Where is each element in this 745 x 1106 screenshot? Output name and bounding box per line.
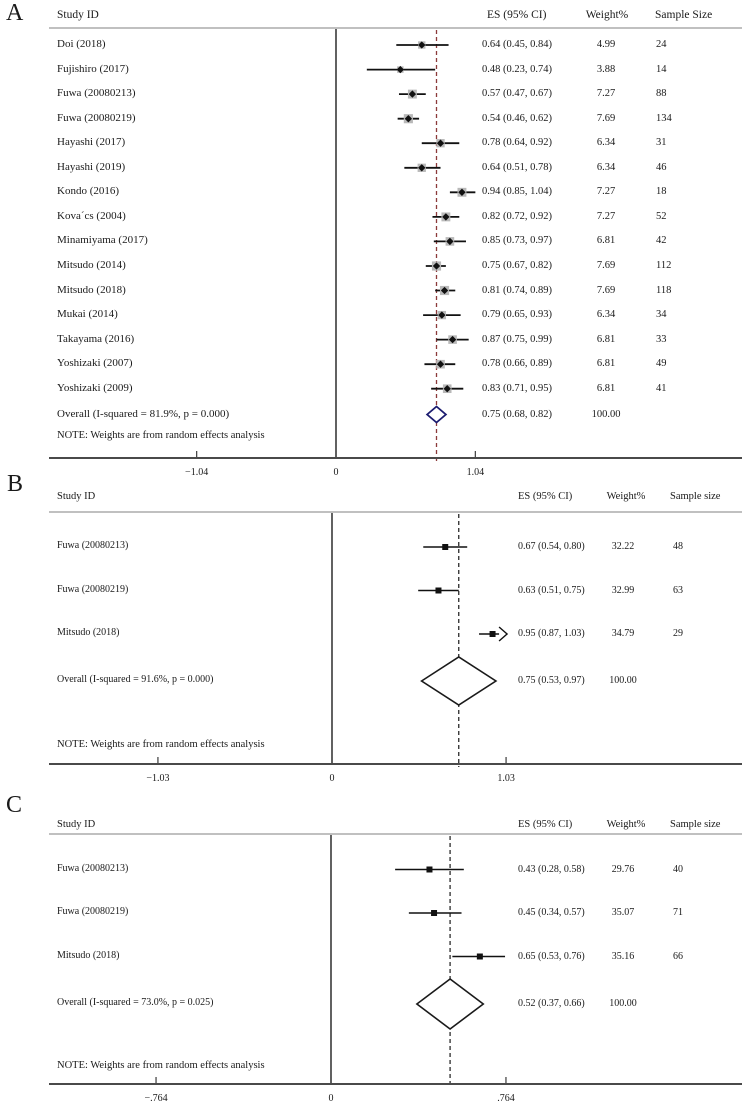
column-header-sample: Sample size (670, 491, 721, 502)
overall-es-ci: 0.75 (0.53, 0.97) (518, 675, 585, 686)
study-label: Mitsudo (2014) (57, 259, 126, 271)
sample-size-value: 14 (656, 63, 667, 75)
overall-label: Overall (I-squared = 91.6%, p = 0.000) (57, 674, 214, 685)
column-header-study: Study ID (57, 819, 96, 830)
weight-value: 7.69 (596, 284, 616, 296)
study-label: Minamiyama (2017) (57, 234, 148, 247)
study-label: Fuwa (20080213) (57, 540, 129, 551)
overall-weight: 100.00 (591, 408, 621, 420)
weight-value: 4.99 (596, 39, 616, 50)
column-header-sample: Sample Size (655, 9, 713, 21)
overall-label: Overall (I-squared = 73.0%, p = 0.025) (57, 997, 214, 1008)
weight-value: 29.76 (611, 863, 635, 875)
column-header-weight: Weight% (606, 819, 646, 830)
sample-size-value: 46 (656, 161, 667, 173)
weight-value: 6.81 (596, 235, 616, 247)
weight-value: 35.07 (611, 907, 635, 918)
sample-size-value: 40 (673, 863, 683, 875)
axis-tick-label: −1.04 (185, 467, 209, 478)
sample-size-value: 134 (656, 112, 672, 124)
axis-tick-label: 1.03 (497, 773, 515, 784)
study-label: Mitsudo (2018) (57, 949, 120, 961)
es-ci-value: 0.95 (0.87, 1.03) (518, 628, 585, 639)
study-label: Fujishiro (2017) (57, 62, 129, 75)
study-label: Fuwa (20080219) (57, 583, 129, 595)
study-label: Fuwa (20080213) (57, 862, 129, 874)
weight-value: 7.69 (596, 112, 616, 124)
study-label: Yoshizaki (2009) (57, 381, 133, 394)
column-header-weight: Weight% (585, 9, 629, 21)
weight-value: 7.69 (596, 260, 616, 271)
sample-size-value: 29 (673, 628, 683, 639)
weight-value: 6.34 (596, 137, 616, 149)
weight-value: 6.81 (596, 358, 616, 370)
weight-value: 34.79 (611, 628, 635, 639)
es-ci-value: 0.87 (0.75, 0.99) (482, 333, 552, 345)
point-estimate-marker (490, 631, 496, 637)
es-ci-value: 0.78 (0.66, 0.89) (482, 358, 552, 370)
axis-tick-label: 0 (328, 1093, 334, 1104)
es-ci-value: 0.65 (0.53, 0.76) (518, 950, 585, 962)
study-label: Kova´cs (2004) (57, 209, 126, 222)
sample-size-value: 41 (656, 382, 667, 394)
weights-note: NOTE: Weights are from random effects analysis (57, 430, 265, 441)
sample-size-value: 88 (656, 88, 667, 100)
es-ci-value: 0.45 (0.34, 0.57) (518, 907, 585, 918)
ci-clip-arrow (499, 627, 507, 641)
overall-label: Overall (I-squared = 81.9%, p = 0.000) (57, 407, 230, 420)
es-ci-value: 0.64 (0.51, 0.78) (482, 161, 552, 173)
weights-note: NOTE: Weights are from random effects analysis (57, 739, 265, 750)
overall-es-ci: 0.75 (0.68, 0.82) (482, 408, 552, 420)
column-header-weight: Weight% (606, 491, 646, 502)
overall-es-ci: 0.52 (0.37, 0.66) (518, 998, 585, 1009)
es-ci-value: 0.75 (0.67, 0.82) (482, 260, 552, 271)
axis-tick-label: 0 (333, 467, 339, 478)
sample-size-value: 49 (656, 358, 667, 370)
es-ci-value: 0.48 (0.23, 0.74) (482, 63, 552, 75)
weight-value: 32.22 (611, 541, 635, 552)
axis-tick-label: −.764 (144, 1093, 168, 1104)
es-ci-value: 0.82 (0.72, 0.92) (482, 210, 552, 222)
es-ci-value: 0.79 (0.65, 0.93) (482, 309, 552, 321)
es-ci-value: 0.67 (0.54, 0.80) (518, 541, 585, 552)
study-label: Yoshizaki (2007) (57, 357, 133, 370)
point-estimate-marker (442, 544, 448, 550)
point-estimate-marker (426, 867, 432, 873)
weight-value: 3.88 (596, 63, 616, 75)
es-ci-value: 0.57 (0.47, 0.67) (482, 88, 552, 100)
axis-tick-label: −1.03 (146, 773, 170, 784)
study-label: Mitsudo (2018) (57, 627, 120, 638)
weight-value: 7.27 (596, 88, 616, 100)
es-ci-value: 0.85 (0.73, 0.97) (482, 235, 552, 247)
study-label: Fuwa (20080213) (57, 87, 136, 100)
sample-size-value: 66 (673, 950, 683, 962)
sample-size-value: 71 (673, 907, 683, 918)
es-ci-value: 0.43 (0.28, 0.58) (518, 863, 585, 875)
sample-size-value: 34 (656, 309, 667, 321)
panel-letter: C (6, 792, 23, 818)
overall-weight: 100.00 (609, 998, 637, 1009)
es-ci-value: 0.78 (0.64, 0.92) (482, 137, 552, 149)
sample-size-value: 48 (673, 541, 683, 552)
es-ci-value: 0.83 (0.71, 0.95) (482, 382, 552, 394)
weights-note: NOTE: Weights are from random effects analysis (57, 1060, 265, 1071)
weight-value: 6.34 (596, 309, 616, 321)
study-label: Takayama (2016) (57, 332, 135, 345)
weight-value: 35.16 (611, 950, 635, 962)
weight-value: 32.99 (611, 584, 635, 596)
study-label: Mukai (2014) (57, 308, 118, 321)
sample-size-value: 18 (656, 186, 667, 198)
axis-tick-label: 0 (329, 773, 335, 784)
axis-tick-label: 1.04 (466, 467, 485, 478)
study-label: Fuwa (20080219) (57, 906, 129, 917)
point-estimate-marker (431, 910, 437, 916)
panel-letter: B (7, 471, 24, 497)
overall-weight: 100.00 (609, 675, 637, 686)
sample-size-value: 24 (656, 39, 667, 50)
es-ci-value: 0.94 (0.85, 1.04) (482, 186, 552, 198)
panel-letter: A (6, 0, 24, 26)
weight-value: 6.34 (596, 161, 616, 173)
point-estimate-marker (477, 954, 483, 960)
sample-size-value: 52 (656, 210, 667, 222)
point-estimate-marker (435, 588, 441, 594)
overall-diamond (422, 657, 496, 705)
study-label: Hayashi (2019) (57, 160, 126, 173)
sample-size-value: 112 (656, 260, 672, 271)
overall-diamond (417, 979, 483, 1029)
study-label: Fuwa (20080219) (57, 111, 136, 124)
study-label: Hayashi (2017) (57, 136, 126, 149)
weight-value: 6.81 (596, 333, 616, 345)
axis-tick-label: .764 (497, 1093, 515, 1104)
es-ci-value: 0.54 (0.46, 0.62) (482, 112, 552, 124)
es-ci-value: 0.64 (0.45, 0.84) (482, 39, 552, 50)
column-header-study: Study ID (57, 9, 99, 21)
weight-value: 7.27 (596, 210, 616, 222)
column-header-study: Study ID (57, 491, 96, 502)
column-header-es: ES (95% CI) (518, 491, 573, 502)
weight-value: 7.27 (596, 186, 616, 198)
es-ci-value: 0.63 (0.51, 0.75) (518, 584, 585, 596)
sample-size-value: 33 (656, 333, 667, 345)
study-label: Doi (2018) (57, 38, 106, 50)
overall-diamond (427, 407, 446, 423)
column-header-sample: Sample size (670, 819, 721, 830)
es-ci-value: 0.81 (0.74, 0.89) (482, 284, 552, 296)
sample-size-value: 118 (656, 284, 672, 296)
sample-size-value: 63 (673, 584, 683, 596)
column-header-es: ES (95% CI) (518, 819, 573, 830)
weight-value: 6.81 (596, 382, 616, 394)
sample-size-value: 31 (656, 137, 667, 149)
sample-size-value: 42 (656, 235, 667, 247)
column-header-es: ES (95% CI) (487, 9, 547, 21)
study-label: Mitsudo (2018) (57, 283, 126, 296)
study-label: Kondo (2016) (57, 185, 120, 198)
